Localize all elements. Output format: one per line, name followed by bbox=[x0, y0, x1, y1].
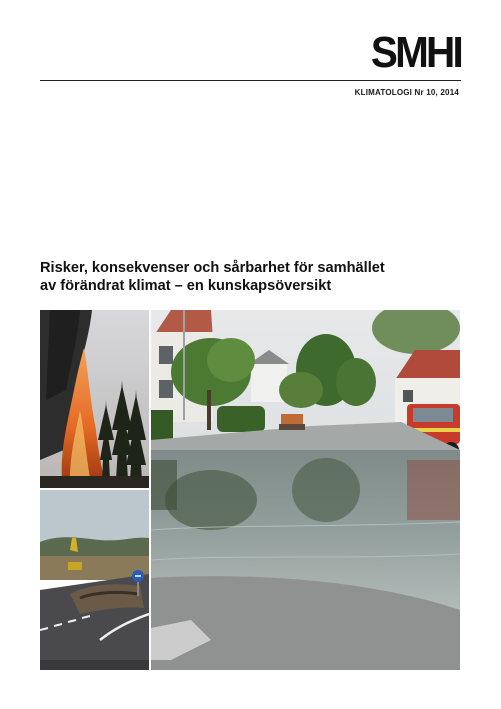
report-title-line-1: Risker, konsekvenser och sårbarhet för samhället bbox=[40, 260, 385, 276]
forest-fire-photo bbox=[40, 310, 149, 488]
report-title-line-2: av förändrat klimat – en kunskapsöversikt bbox=[40, 278, 332, 294]
header-rule bbox=[40, 80, 461, 81]
report-title bbox=[40, 259, 470, 295]
smhi-logo: SMHI bbox=[370, 28, 461, 77]
series-label: KLIMATOLOGI Nr 10, 2014 bbox=[354, 88, 459, 97]
flooded-street-photo bbox=[151, 310, 460, 670]
collapsed-road-photo bbox=[40, 490, 149, 670]
